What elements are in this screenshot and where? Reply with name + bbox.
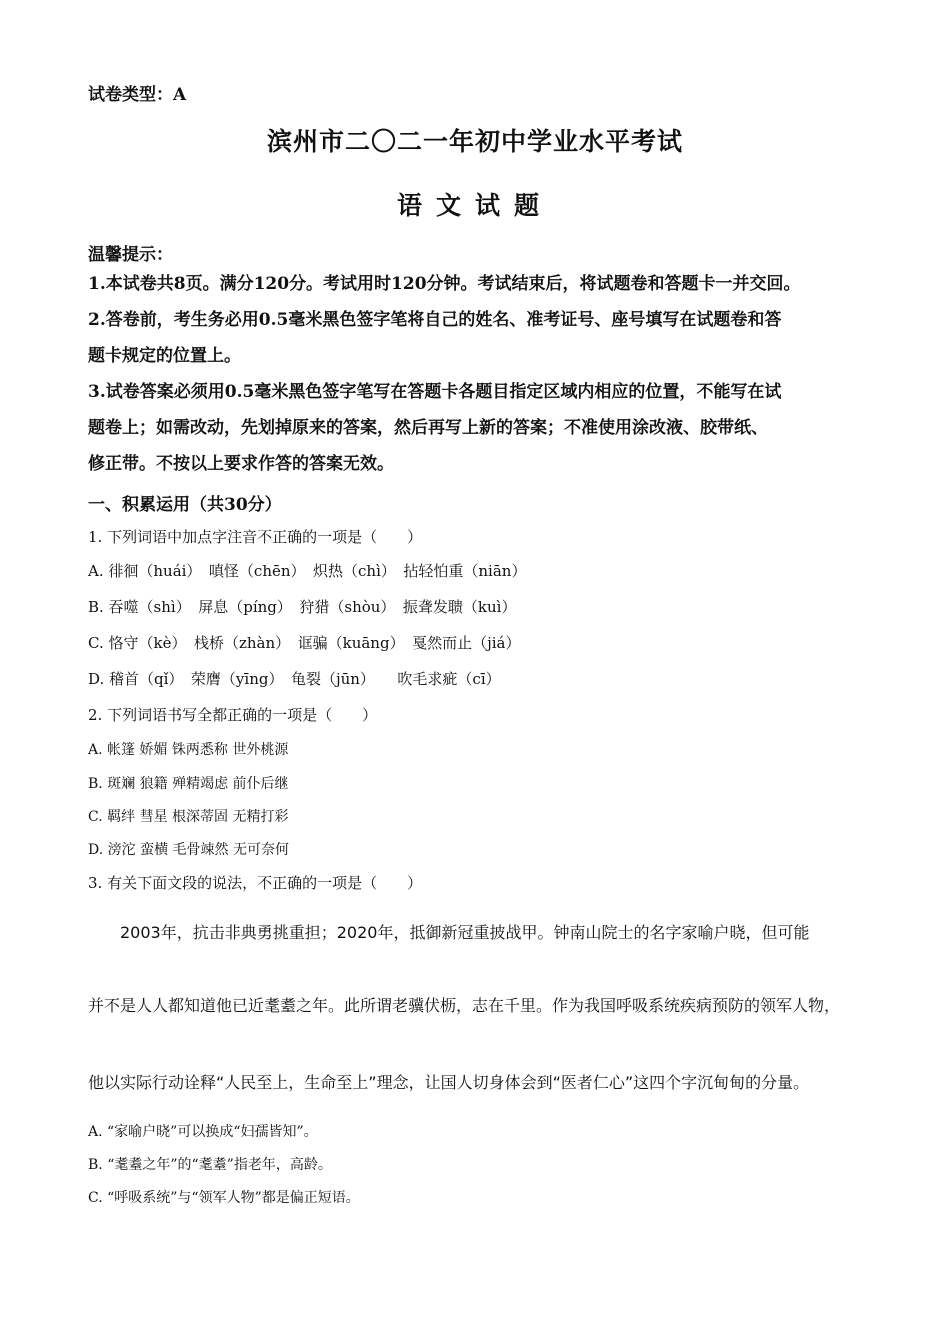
question-2-option-a: A. 帐篷 娇媚 铢两悉称 世外桃源 bbox=[88, 742, 289, 758]
question-1-option-d: D. 稽首（qǐ） 荣膺（yīng） 龟裂（jūn） 吹毛求疵（cī） bbox=[88, 670, 501, 688]
tip-line: 题卷上；如需改动，先划掉原来的答案，然后再写上新的答案；不准使用涂改液、胶带纸、 bbox=[88, 418, 768, 438]
question-2-option-d: D. 滂沱 蛮横 毛骨竦然 无可奈何 bbox=[88, 842, 289, 858]
tip-line: 修正带。不按以上要求作答的答案无效。 bbox=[88, 454, 394, 474]
question-2-stem: 2. 下列词语书写全都正确的一项是（ ） bbox=[88, 706, 378, 724]
question-1-stem: 1. 下列词语中加点字注音不正确的一项是（ ） bbox=[88, 528, 423, 546]
passage-line: 2003年，抗击非典勇挑重担；2020年，抵御新冠重披战甲。钟南山院士的名字家喻户晓，但可能 bbox=[120, 923, 810, 942]
question-3-option-b: B. “耄耋之年”的“耄耋”指老年，高龄。 bbox=[88, 1157, 332, 1173]
paper-type: 试卷类型：A bbox=[88, 85, 187, 105]
question-1-option-a: A. 徘徊（huái） 嗔怪（chēn） 炽热（chì） 拈轻怕重（niān） bbox=[88, 562, 527, 580]
question-3-option-c: C. “呼吸系统”与“领军人物”都是偏正短语。 bbox=[88, 1190, 360, 1206]
exam-title: 滨州市二〇二一年初中学业水平考试 bbox=[266, 127, 683, 156]
tip-line: 3.试卷答案必须用0.5毫米黑色签字笔写在答题卡各题目指定区域内相应的位置，不能写在试 bbox=[88, 382, 782, 402]
question-1-option-c: C. 恪守（kè） 栈桥（zhàn） 诓骗（kuāng） 戛然而止（jiá） bbox=[88, 634, 521, 652]
tips-heading: 温馨提示： bbox=[88, 245, 173, 265]
question-3-option-a: A. “家喻户晓”可以换成“妇孺皆知”。 bbox=[88, 1124, 318, 1140]
tip-line: 题卡规定的位置上。 bbox=[88, 346, 241, 366]
section-title: 一、积累运用（共30分） bbox=[88, 495, 282, 515]
passage-line: 并不是人人都知道他已近耄耋之年。此所谓老骥伏枥，志在千里。作为我国呼吸系统疾病预防的领军人物， bbox=[88, 996, 841, 1015]
question-3-stem: 3. 有关下面文段的说法，不正确的一项是（ ） bbox=[88, 874, 423, 892]
question-1-option-b: B. 吞噬（shì） 屏息（píng） 狩猎（shòu） 振聋发聩（kuì） bbox=[88, 598, 517, 616]
passage-line: 他以实际行动诠释“人民至上，生命至上”理念，让国人切身体会到“医者仁心”这四个字沉甸甸的分量。 bbox=[88, 1073, 810, 1092]
question-2-option-c: C. 羁绊 彗星 根深蒂固 无精打彩 bbox=[88, 809, 289, 825]
tip-line: 2.答卷前，考生务必用0.5毫米黑色签字笔将自己的姓名、准考证号、座号填写在试题卷和答 bbox=[88, 310, 782, 330]
question-2-option-b: B. 斑斓 狼籍 殚精竭虑 前仆后继 bbox=[88, 776, 289, 792]
tip-line: 1.本试卷共8页。满分120分。考试用时120分钟。考试结束后，将试题卷和答题卡一并交回。 bbox=[88, 274, 801, 294]
exam-subtitle: 语文试题 bbox=[396, 191, 553, 220]
